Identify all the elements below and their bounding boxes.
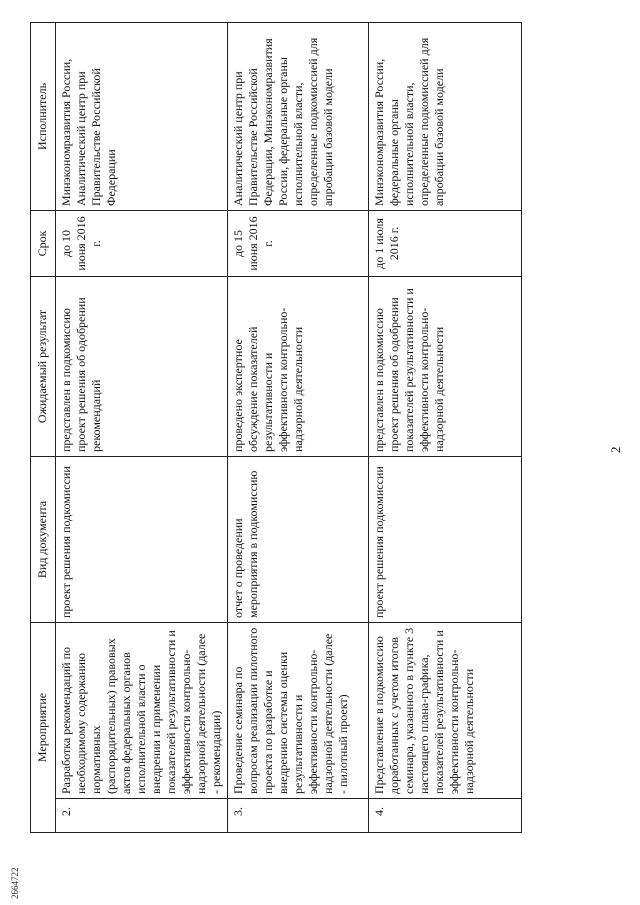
header-executor: Исполнитель — [31, 22, 56, 210]
row-number: 4. — [369, 799, 522, 833]
row-deadline: до 1 июля 2016 г. — [369, 210, 522, 276]
row-result: представлен в подкомиссию проект решения об одобрении показателей результативности и эффективности контрольно-надзорной деятельности — [369, 276, 522, 456]
row-measure: Представление в подкомиссию доработанных с учетом итогов семинара, указанного в пункте 3 настоящего плана-графика, показателей результативности и эффективности контрольно-надзорной деятельности — [369, 622, 522, 798]
schedule-table — [30, 22, 522, 833]
header-result: Ожидаемый результат — [31, 276, 56, 456]
row-measure: Разработка рекомендаций по необходимому содержанию нормативных (распорядительных) правовых актов федеральных органов исполнительной власти о внедрении и применении показателей результативности и эффективности контрольно-надзорной деятельности (далее - рекомендации) — [56, 622, 228, 798]
row-deadline: до 15 июня 2016 г. — [228, 210, 369, 276]
header-doc-type: Вид документа — [31, 456, 56, 622]
row-executor: Аналитический центр при Правительстве Российской Федерации, Минэкономразвития России, федеральные органы исполнительной власти, определенные подкомиссией для апробации базовой модели — [228, 22, 369, 210]
row-executor: Минэкономразвития России, Аналитический центр при Правительстве Российской Федерации — [56, 22, 228, 210]
table-row — [56, 22, 228, 832]
row-doc-type: проект решения подкомиссии — [369, 456, 522, 622]
row-number: 3. — [228, 799, 369, 833]
row-doc-type: отчет о проведении мероприятия в подкомиссию — [228, 456, 369, 622]
row-doc-type: проект решения подкомиссии — [56, 456, 228, 622]
row-number: 2. — [56, 799, 228, 833]
header-measure: Мероприятие — [31, 622, 56, 832]
row-deadline: до 10 июня 2016 г. — [56, 210, 228, 276]
table-row — [369, 22, 522, 832]
row-result: проведено экспертное обсуждение показателей результативности и эффективности контрольно-надзорной деятельности — [228, 276, 369, 456]
row-result: представлен в подкомиссию проект решения об одобрении рекомендаций — [56, 276, 228, 456]
page-number: 2 — [608, 446, 623, 453]
row-executor: Минэкономразвития России, федеральные органы исполнительной власти, определенные подкомиссией для апробации базовой модели — [369, 22, 522, 210]
table-row — [228, 22, 369, 832]
table-header-row — [31, 22, 56, 832]
header-deadline: Срок — [31, 210, 56, 276]
document-id: 2664722 — [10, 867, 20, 899]
row-measure: Проведение семинара по вопросам реализации пилотного проекта по разработке и внедрению системы оценки результативности и эффективности контрольно-надзорной деятельности (далее - пилотный проект) — [228, 622, 369, 798]
